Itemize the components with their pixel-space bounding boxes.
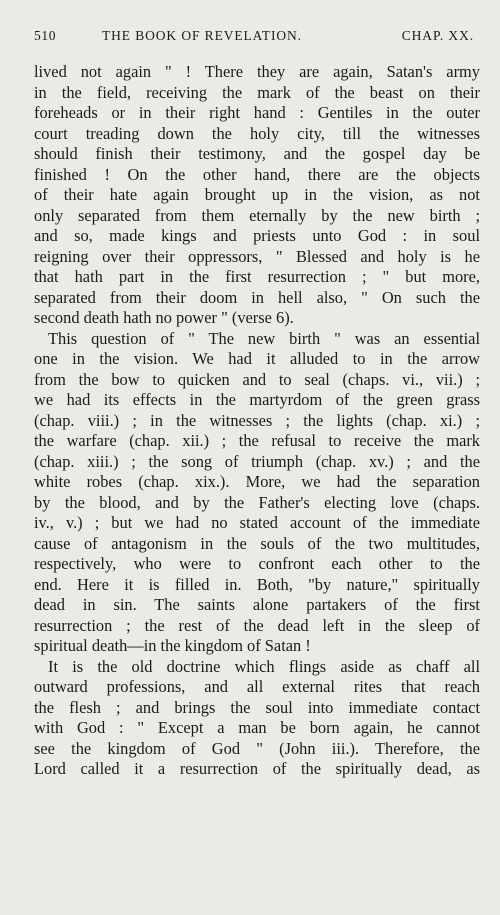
text-line: respectively, who were to confront each other to the (34, 554, 480, 573)
text-line: we had its effects in the martyrdom of the green grass (34, 390, 480, 409)
text-line: and so, made kings and priests unto God : in soul (34, 226, 480, 245)
text-line: by the blood, and by the Father's electing love (chaps. (34, 492, 480, 512)
paragraph-1 (34, 62, 480, 329)
text-line: the warfare (chap. xii.) ; the refusal to receive the mark (34, 431, 480, 450)
text-line: spiritual death—in the kingdom of Satan ! (34, 636, 311, 655)
paragraph-2 (34, 329, 480, 657)
text-line: reigning over their oppressors, " Blessed and holy is he (34, 246, 480, 266)
text-line: cause of antagonism in the souls of the two multitudes, (34, 533, 480, 553)
text-line: the flesh ; and brings the soul into immediate contact (34, 697, 480, 717)
text-line: end. Here it is filled in. Both, "by nature," spiritually (34, 574, 480, 594)
text-line: outward professions, and all external rites that reach (34, 677, 480, 696)
text-line: of their hate again brought up in the vision, as not (34, 185, 480, 204)
body-text (34, 62, 480, 780)
text-line: dead in sin. The saints alone partakers of the first (34, 595, 480, 614)
text-line: see the kingdom of God " (John iii.). Therefore, the (34, 738, 480, 758)
text-line: that hath part in the first resurrection ; " but more, (34, 267, 480, 286)
text-line: one in the vision. We had it alluded to in the arrow (34, 349, 480, 368)
text-line: foreheads or in their right hand : Gentiles in the outer (34, 103, 480, 122)
page-number: 510 (34, 28, 57, 43)
running-head (34, 28, 480, 54)
text-line: Lord called it a resurrection of the spiritually dead, as (34, 759, 480, 778)
text-line: (chap. xiii.) ; the song of triumph (chap. xv.) ; and the (34, 451, 480, 471)
text-line: separated from their doom in hell also, " On such the (34, 287, 480, 307)
text-line: white robes (chap. xix.). More, we had the separation (34, 472, 480, 491)
text-line: resurrection ; the rest of the dead left in the sleep of (34, 615, 480, 635)
text-line: lived not again " ! There they are again, Satan's army (34, 62, 480, 81)
text-line: second death hath no power " (verse 6). (34, 308, 294, 327)
text-line: with God : " Except a man be born again, he cannot (34, 718, 480, 737)
text-line: should finish their testimony, and the gospel day be (34, 144, 480, 163)
text-line: from the bow to quicken and to seal (chaps. vi., vii.) ; (34, 369, 480, 389)
chapter-label: CHAP. XX. (401, 28, 474, 43)
text-line: only separated from them eternally by the new birth ; (34, 205, 480, 225)
text-line: It is the old doctrine which flings aside as chaff all (48, 656, 480, 676)
book-title: THE BOOK OF REVELATION. (102, 28, 302, 43)
text-line: court treading down the holy city, till the witnesses (34, 123, 480, 143)
text-line: iv., v.) ; but we had no stated account of the immediate (34, 513, 480, 532)
text-line: (chap. viii.) ; in the witnesses ; the lights (chap. xi.) ; (34, 410, 480, 430)
text-line: This question of " The new birth " was an essential (48, 328, 480, 348)
paragraph-3 (34, 657, 480, 780)
text-line: finished ! On the other hand, there are the objects (34, 164, 480, 184)
text-line: in the field, receiving the mark of the beast on their (34, 82, 480, 102)
